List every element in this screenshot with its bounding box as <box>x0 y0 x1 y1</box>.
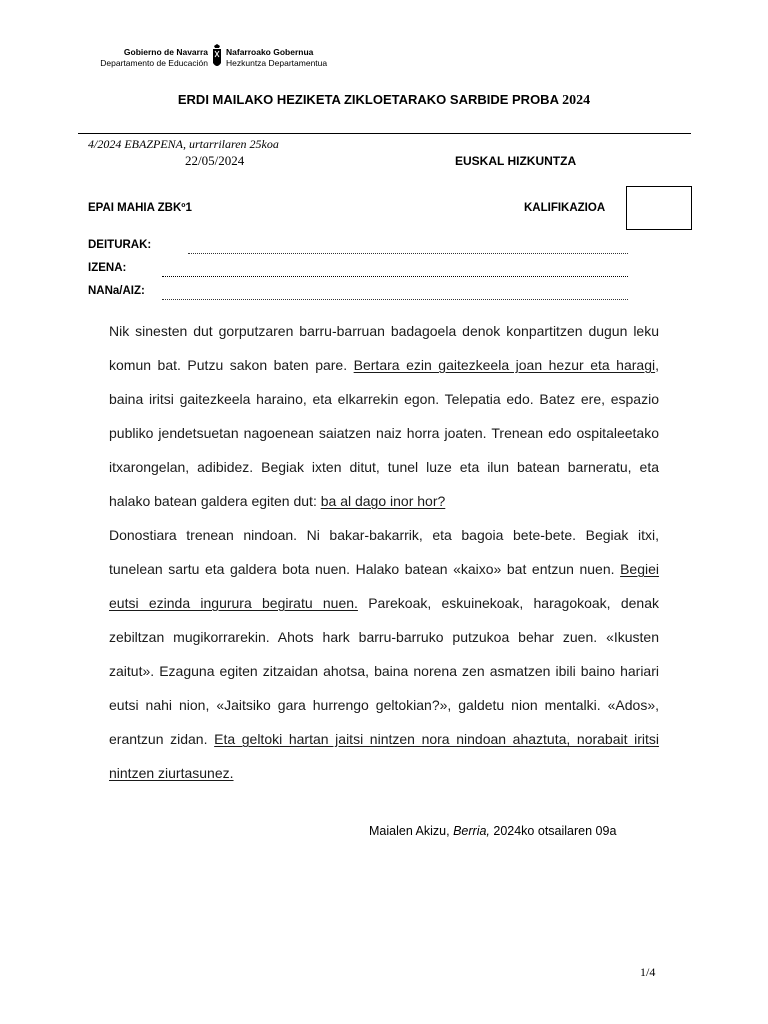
org-es <box>86 47 208 69</box>
p1-text-a: Nik sinesten dut gorputzaren barru-barruan badagoela denok konpartitzen dugun leku komun bat. Putzu sakon baten pare. <box>109 323 659 373</box>
p2-text-a: Donostiara trenean nindoan. Ni bakar-bakarrik, eta bagoia bete-bete. Begiak itxi, tunelean sartu eta galdera bota nuen. Halako batean «kaixo» bat entzun nuen. <box>109 527 659 577</box>
title-year: 2024 <box>562 93 591 108</box>
grade-box[interactable] <box>626 186 692 230</box>
source-date: 2024ko otsailaren 09a <box>489 824 617 838</box>
org-eu-line2: Hezkuntza Departamentua <box>226 58 328 68</box>
panel-number: EPAI MAHIA ZBKº1 <box>88 202 192 214</box>
source-publication: Berria, <box>453 824 490 838</box>
paragraph-1 <box>109 314 659 518</box>
id-label: NANa/AIZ: <box>88 285 145 297</box>
name-field[interactable] <box>162 276 628 277</box>
surname-field[interactable] <box>188 253 628 254</box>
divider <box>78 133 691 134</box>
org-eu-line1: Nafarroako Gobernua <box>226 47 314 57</box>
source-citation <box>369 824 616 838</box>
org-eu <box>226 47 327 69</box>
surname-label: DEITURAK: <box>88 239 152 251</box>
p2-underlined-1: Begiei eutsi ezinda ingurura begiratu nuen. <box>109 561 659 611</box>
subject-name: EUSKAL HIZKUNTZA <box>455 154 577 168</box>
exam-date: 22/05/2024 <box>185 153 245 168</box>
reading-text <box>109 314 659 790</box>
p2-text-b: Parekoak, eskuinekoak, haragokoak, denak zebiltzan mugikorrarekin. Ahots hark barru-barruko putzukoa behar zuen. «Ikusten zaitut». Ezaguna egiten zitzaidan ahotsa, baina norena zen asmatzen ibili baino hariari eutsi nahi nion, «Jaitsiko gara hurrengo geltokian?», galdetu nion mentalki. «Ados», erantzun zidan. <box>109 595 659 747</box>
page-number: 1/4 <box>640 965 656 979</box>
resolution-text: 4/2024 EBAZPENA, urtarrilaren 25koa <box>88 137 279 151</box>
id-field[interactable] <box>162 299 628 300</box>
org-es-line1: Gobierno de Navarra <box>123 47 208 57</box>
source-author: Maialen Akizu, <box>369 824 454 838</box>
header-logo <box>86 44 356 72</box>
paragraph-2 <box>109 518 659 790</box>
title-main: ERDI MAILAKO HEZIKETA ZIKLOETARAKO SARBIDE PROBA <box>177 92 559 107</box>
p2-underlined-2: Eta geltoki hartan jaitsi nintzen nora nindoan ahaztuta, norabait iritsi nintzen ziurtasunez. <box>109 731 660 781</box>
p1-text-b: , baina iritsi gaitezkeela haraino, eta elkarrekin egon. Telepatia edo. Batez ere, espazio publiko jendetsuetan nagoenean saiatzen naiz horra joaten. Trenean edo ospitaleetako itxarongelan, adibidez. Begiak ixten ditut, tunel luze eta ilun batean barneratu, eta halako batean galdera egiten dut: <box>109 357 659 509</box>
org-es-line2: Departamento de Educación <box>100 58 208 68</box>
name-label: IZENA: <box>88 262 127 274</box>
p1-underlined-2: ba al dago inor hor? <box>320 493 446 509</box>
p1-underlined-1: Bertara ezin gaitezkeela joan hezur eta haragi <box>353 357 656 373</box>
navarra-shield-icon <box>212 44 222 70</box>
page-title <box>0 92 768 109</box>
grade-label: KALIFIKAZIOA <box>524 202 606 214</box>
